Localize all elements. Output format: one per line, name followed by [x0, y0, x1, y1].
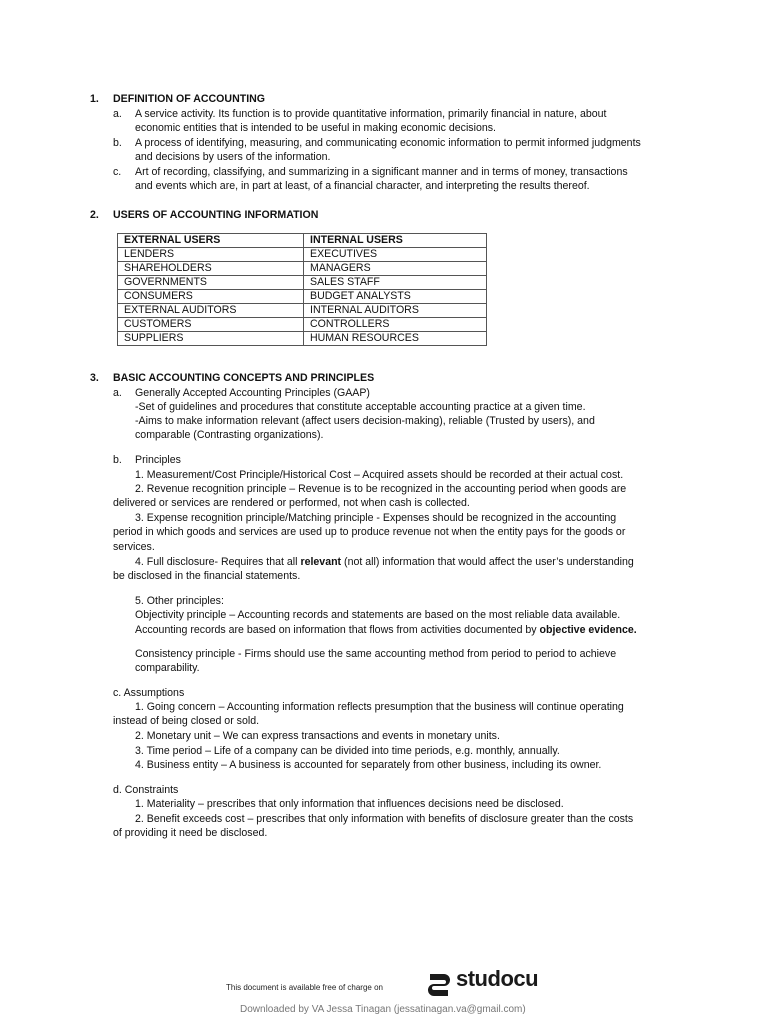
s3-b-p1: 1. Measurement/Cost Principle/Historical Cost – Acquired assets should be recorded at their actual cost. — [135, 469, 624, 481]
s1-b-line1: A process of identifying, measuring, and communicating economic information to permit informed judgments — [135, 137, 641, 149]
s3-a-title: Generally Accepted Accounting Principles (GAAP) — [135, 387, 370, 399]
table-row — [118, 318, 487, 332]
s1-c-line1: Art of recording, classifying, and summarizing in a significant manner and in terms of money, transactions — [135, 166, 628, 178]
s3-b-p4-line1 — [135, 555, 634, 569]
table-cell: MANAGERS — [304, 262, 487, 276]
s3-b-p4-line2: be disclosed in the financial statements. — [113, 570, 301, 582]
s3-d-title: d. Constraints — [113, 784, 179, 796]
p4-text-b: (not all) information that would affect the user’s understanding — [341, 556, 634, 568]
table-cell: BUDGET ANALYSTS — [304, 290, 487, 304]
s3-a-letter: a. — [113, 387, 122, 399]
s3-a-line1: -Set of guidelines and procedures that constitute acceptable accounting practice at a given time. — [135, 401, 586, 413]
s3-b-p3-line1: 3. Expense recognition principle/Matching principle - Expenses should be recognized in the accounting — [135, 512, 617, 524]
header-internal-users: INTERNAL USERS — [304, 234, 487, 248]
footer-available-text: This document is available free of charge on — [226, 983, 383, 992]
table-row — [118, 262, 487, 276]
s3-c-title: c. Assumptions — [113, 687, 185, 699]
s3-c-2: 2. Monetary unit – We can express transactions and events in monetary units. — [135, 730, 500, 742]
header-external-users: EXTERNAL USERS — [118, 234, 304, 248]
s3-b-p2-line2: delivered or services are rendered or performed, not when cash is collected. — [113, 497, 470, 509]
section3-number: 3. — [90, 372, 99, 384]
s1-a-line1: A service activity. Its function is to provide quantitative information, primarily financial in nature, about — [135, 108, 607, 120]
p5-text-a: Accounting records are based on information that flows from activities documented by — [135, 624, 540, 636]
s1-c-letter: c. — [113, 166, 122, 178]
table-row — [118, 304, 487, 318]
table-cell: SHAREHOLDERS — [118, 262, 304, 276]
section3-title: BASIC ACCOUNTING CONCEPTS AND PRINCIPLES — [113, 372, 375, 384]
table-row — [118, 248, 487, 262]
s3-b-p2-line1: 2. Revenue recognition principle – Revenue is to be recognized in the accounting period when goods are — [135, 483, 627, 495]
s3-b-p5-line3: Consistency principle - Firms should use the same accounting method from period to period to achieve — [135, 648, 617, 660]
table-cell: LENDERS — [118, 248, 304, 262]
table-row — [118, 276, 487, 290]
s3-d-1: 1. Materiality – prescribes that only information that influences decisions need be disclosed. — [135, 798, 564, 810]
table-header-row — [118, 234, 487, 248]
s3-a-line3: comparable (Contrasting organizations). — [135, 429, 324, 441]
users-table — [117, 233, 487, 346]
s1-a-letter: a. — [113, 108, 122, 120]
s3-a-line2: -Aims to make information relevant (affect users decision-making), reliable (Trusted by users), and — [135, 415, 595, 427]
s3-b-p5-line1: Objectivity principle – Accounting records and statements are based on the most reliable data available. — [135, 609, 621, 621]
s1-a-line2: economic entities that is intended to be useful in making economic decisions. — [135, 122, 496, 134]
section2-number: 2. — [90, 209, 99, 221]
table-cell: HUMAN RESOURCES — [304, 332, 487, 346]
s1-b-line2: and decisions by users of the information. — [135, 151, 331, 163]
s3-b-p5-title: 5. Other principles: — [135, 595, 224, 607]
s3-c-1-line2: instead of being closed or sold. — [113, 715, 260, 727]
downloaded-by-text: Downloaded by VA Jessa Tinagan (jessatinagan.va@gmail.com) — [240, 1004, 526, 1015]
s3-b-p3-line2: period in which goods and services are used up to produce revenue not when the entity pays for the goods or — [113, 526, 626, 538]
s3-c-3: 3. Time period – Life of a company can be divided into time periods, e.g. monthly, annually. — [135, 745, 560, 757]
s1-b-letter: b. — [113, 137, 122, 149]
p4-text-a: 4. Full disclosure- Requires that all — [135, 556, 301, 568]
table-cell: EXTERNAL AUDITORS — [118, 304, 304, 318]
p4-bold-relevant: relevant — [300, 556, 342, 568]
studocu-logo-icon[interactable] — [424, 970, 454, 1000]
section2-title: USERS OF ACCOUNTING INFORMATION — [113, 209, 319, 221]
section1-title: DEFINITION OF ACCOUNTING — [113, 93, 266, 105]
s3-b-p3-line3: services. — [113, 541, 155, 553]
s3-d-2-line1: 2. Benefit exceeds cost – prescribes that only information with benefits of disclosure greater than the costs — [135, 813, 634, 825]
table-row — [118, 332, 487, 346]
p5-bold-objective-evidence: objective evidence. — [539, 624, 637, 636]
table-cell: CONSUMERS — [118, 290, 304, 304]
studocu-brand[interactable]: studocu — [456, 966, 539, 991]
s3-b-p5-line2 — [135, 623, 637, 637]
table-cell: SALES STAFF — [304, 276, 487, 290]
s3-c-1-line1: 1. Going concern – Accounting information reflects presumption that the business will continue operating — [135, 701, 624, 713]
table-cell: GOVERNMENTS — [118, 276, 304, 290]
table-cell: INTERNAL AUDITORS — [304, 304, 487, 318]
table-cell: EXECUTIVES — [304, 248, 487, 262]
s3-b-title: Principles — [135, 454, 181, 466]
s1-c-line2: and events which are, in part at least, of a financial character, and interpreting the results thereof. — [135, 180, 590, 192]
table-cell: CUSTOMERS — [118, 318, 304, 332]
table-cell: CONTROLLERS — [304, 318, 487, 332]
table-row — [118, 290, 487, 304]
s3-d-2-line2: of providing it need be disclosed. — [113, 827, 268, 839]
table-cell: SUPPLIERS — [118, 332, 304, 346]
section1-number: 1. — [90, 93, 99, 105]
s3-b-p5-line4: comparability. — [135, 662, 200, 674]
s3-b-letter: b. — [113, 454, 122, 466]
s3-c-4: 4. Business entity – A business is accounted for separately from other business, including its owner. — [135, 759, 602, 771]
